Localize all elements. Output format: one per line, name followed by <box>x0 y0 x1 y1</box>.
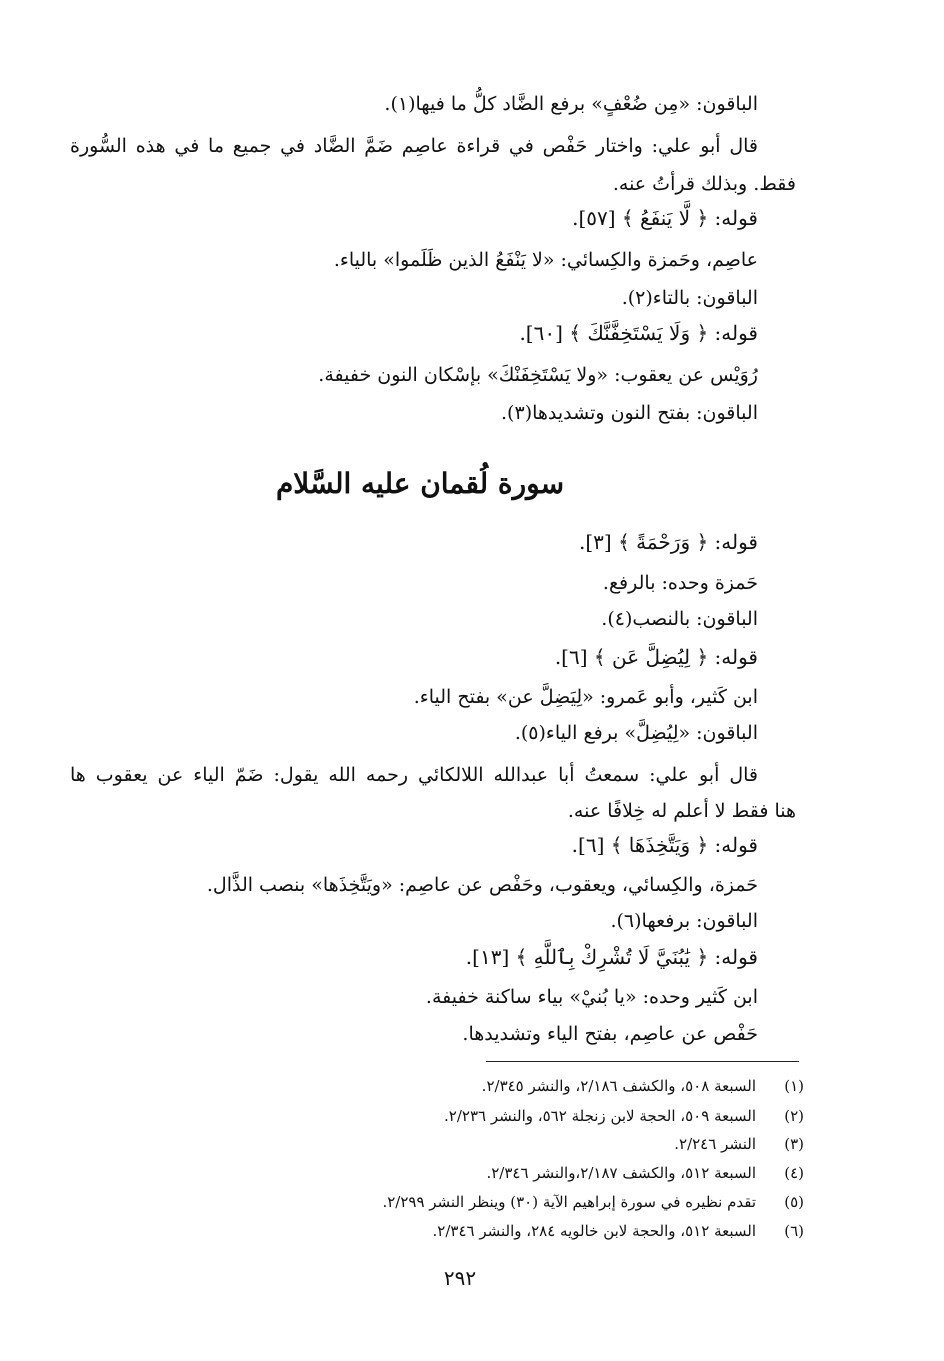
text-line: الباقون: برفعها(٦). <box>610 910 758 932</box>
text-line: قال أبو علي: سمعتُ أبا عبدالله اللالكائي رحمه الله يقول: ضَمّ الياء عن يعقوب ها <box>70 764 758 786</box>
footnote <box>0 1192 944 1212</box>
quran-verse-reference: قوله: ﴿ وَلَا يَسْتَخِفَّنَّكَ ﴾ [٦٠]. <box>519 321 758 345</box>
footnote <box>0 1163 944 1183</box>
text-line: حَمزة، والكِسائي، ويعقوب، وحَفْص عن عاصِم: «ويَتَّخِذَها» بنصب الذَّال. <box>206 874 758 896</box>
text-line: ابن كَثير، وأبو عَمرو: «لِيَضِلَّ عن» بفتح الياء. <box>413 686 758 708</box>
quran-verse-reference: قوله: ﴿ وَيَتَّخِذَهَا ﴾ [٦]. <box>571 833 758 857</box>
footnote <box>0 1106 944 1126</box>
text-line: فقط. وبذلك قرأتُ عنه. <box>612 173 796 195</box>
footnote <box>0 1221 944 1241</box>
text-line: حَمزة وحده: بالرفع. <box>602 572 758 594</box>
quran-verse-reference: قوله: ﴿ وَرَحْمَةً ﴾ [٣]. <box>578 530 758 554</box>
quran-verse-reference: قوله: ﴿ لَّا يَنفَعُ ﴾ [٥٧]. <box>572 206 758 230</box>
text-line: رُوَيْس عن يعقوب: «ولا يَسْتَخِفَنْكَ» بإسْكان النون خفيفة. <box>318 364 758 386</box>
footnote-number: (٢) <box>784 1107 804 1125</box>
page-number: ٢٩٢ <box>443 1266 477 1290</box>
footnote-text: تقدم نظيره في سورة إبراهيم الآية (٣٠) وينظر النشر ٢/٢٩٩. <box>382 1193 756 1211</box>
text-line: عاصِم، وحَمزة والكِسائي: «لا يَنْفَعُ الذين ظَلَموا» بالياء. <box>333 249 758 271</box>
quran-verse-reference: قوله: ﴿ لِيُضِلَّ عَن ﴾ [٦]. <box>554 645 758 669</box>
footnote-number: (٣) <box>784 1135 804 1153</box>
footnote-number: (٤) <box>784 1164 804 1182</box>
footnote-separator <box>486 1061 799 1062</box>
text-line: حَفْص عن عاصِم، بفتح الياء وتشديدها. <box>462 1023 758 1045</box>
footnote-text: السبعة ٥١٢، والكشف ٢/١٨٧،والنشر ٢/٣٤٦. <box>486 1164 756 1182</box>
text-line: الباقون: «مِن ضُعْفٍ» برفع الضَّاد كلُّ ما فيها(١). <box>384 93 758 115</box>
footnote-number: (٦) <box>784 1222 804 1240</box>
footnote <box>0 1134 944 1154</box>
footnote <box>0 1076 944 1096</box>
surah-title: سورة لُقمان عليه السَّلام <box>275 467 565 500</box>
text-line: ابن كَثير وحده: «يا بُنيْ» بياء ساكنة خفيفة. <box>425 986 758 1008</box>
footnote-text: السبعة ٥١٢، والحجة لابن خالويه ٢٨٤، والنشر ٢/٣٤٦. <box>432 1222 756 1240</box>
footnote-number: (١) <box>784 1077 804 1095</box>
text-line: الباقون: بالنصب(٤). <box>601 608 758 630</box>
footnote-text: السبعة ٥٠٨، والكشف ٢/١٨٦، والنشر ٢/٣٤٥. <box>481 1077 756 1095</box>
text-line: الباقون: «لِيُضِلَّ» برفع الياء(٥). <box>514 722 758 744</box>
text-line: الباقون: بالتاء(٢). <box>621 287 758 309</box>
footnote-number: (٥) <box>784 1193 804 1211</box>
text-line: قال أبو علي: واختار حَفْص في قراءة عاصِم ضَمَّ الضَّاد في جميع ما في هذه السُّورة <box>70 135 758 157</box>
text-line: الباقون: بفتح النون وتشديدها(٣). <box>501 402 758 424</box>
footnote-text: النشر ٢/٢٤٦. <box>674 1135 756 1153</box>
footnote-text: السبعة ٥٠٩، الحجة لابن زنجلة ٥٦٢، والنشر ٢/٢٣٦. <box>444 1107 756 1125</box>
text-line: هنا فقط لا أعلم له خِلافًا عنه. <box>567 800 796 822</box>
quran-verse-reference: قوله: ﴿ يَٰبُنَيَّ لَا تُشْرِكْ بِٱللَّهِ ﴾ [١٣]. <box>465 945 758 969</box>
